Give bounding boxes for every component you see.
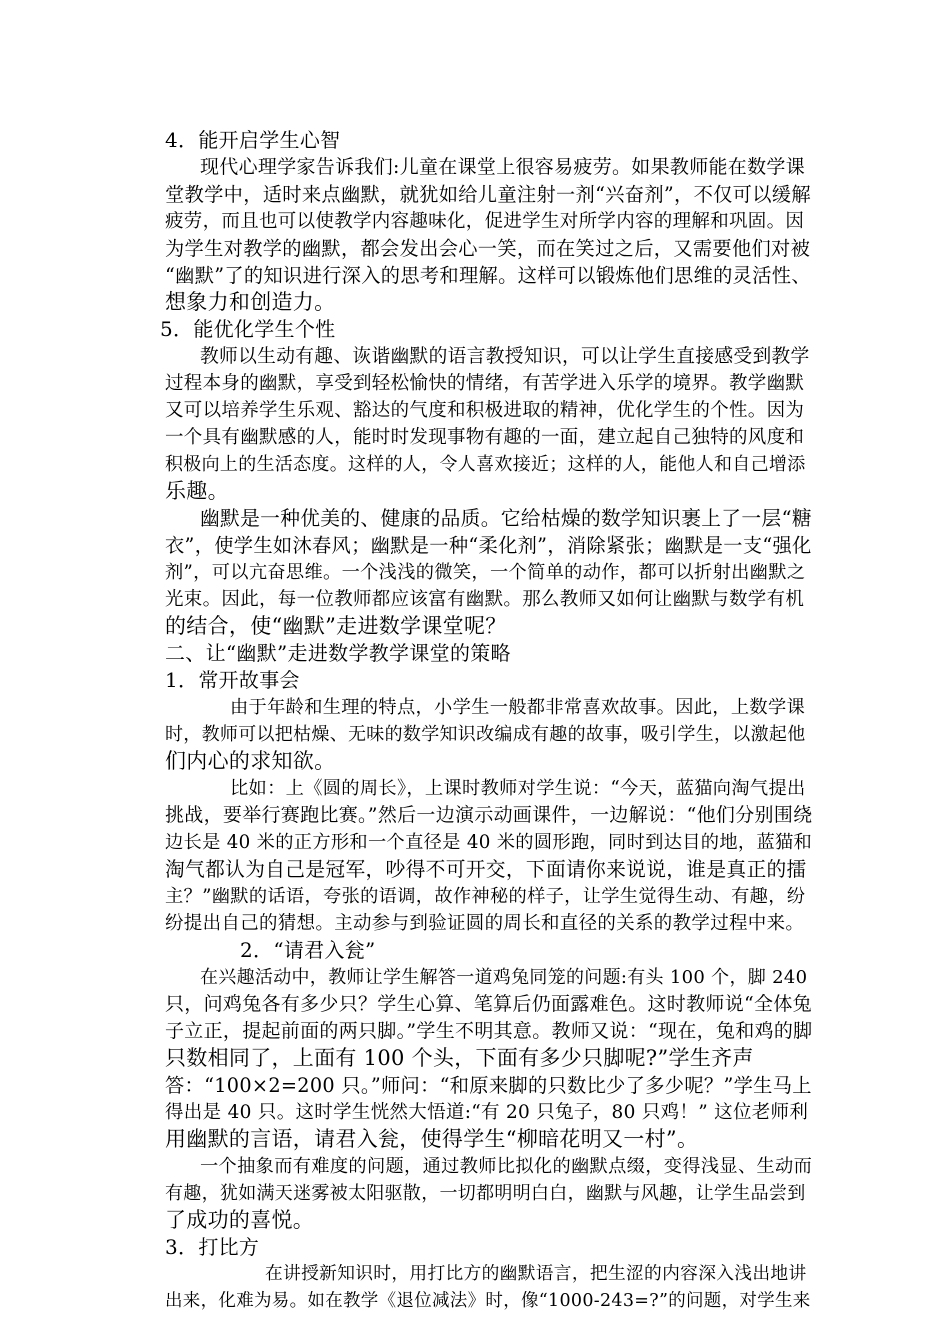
paragraph-line: 比如：上《圆的周长》，上课时教师对学生说：“今天，蓝猫向淘气提出: [230, 778, 806, 799]
paragraph-line: 为学生对教学的幽默，都会发出会心一笑，而在笑过之后，又需要他们对被: [165, 237, 811, 260]
paragraph-line: 剂”，可以亢奋思维。一个浅浅的微笑，一个简单的动作，都可以折射出幽默之: [165, 562, 806, 583]
paragraph-line: 得出是 40 只。这时学生恍然大悟道:“有 20 只兔子，80 只鸡！” 这位老师利: [165, 1102, 809, 1123]
paragraph-line: 一个抽象而有难度的问题，通过教师比拟化的幽默点缀，变得浅显、生动而: [200, 1156, 813, 1177]
paragraph-line: 有趣，犹如满天迷雾被太阳驱散，一切都明明白白，幽默与风趣，让学生品尝到: [165, 1183, 806, 1204]
paragraph-line: 教师以生动有趣、诙谐幽默的语言教授知识，可以让学生直接感受到教学: [200, 346, 810, 367]
heading-4: 4．能开启学生心智: [165, 128, 341, 152]
paragraph-line: 由于年龄和生理的特点，小学生一般都非常喜欢故事。因此，上数学课: [230, 697, 806, 718]
paragraph-line: 在兴趣活动中，教师让学生解答一道鸡兔同笼的问题:有头 100 个，脚 240: [200, 967, 808, 988]
paragraph-line: 只数相同了，上面有 100 个头，下面有多少只脚呢?”学生齐声: [165, 1046, 754, 1070]
paragraph-line: 堂教学中，适时来点幽默，就犹如给儿童注射一剂“兴奋剂”，不仅可以缓解: [165, 183, 811, 206]
paragraph-line: 出来，化难为易。如在教学《退位减法》时，像“1000-243=?”的问题，对学生来: [165, 1291, 811, 1311]
paragraph-line: 子立正，提起前面的两只脚。”学生不明其意。教师又说：“现在，兔和鸡的脚: [165, 1020, 813, 1042]
paragraph-line: 疲劳，而且也可以使教学内容趣味化，促进学生对所学内容的理解和巩固。因: [165, 211, 805, 232]
paragraph-line: 想象力和创造力。: [165, 290, 336, 314]
paragraph-line: “幽默”了的知识进行深入的思考和理解。这样可以锻炼他们思维的灵活性、: [165, 264, 811, 287]
section-heading: 二、让“幽默”走进数学教学课堂的策略: [165, 641, 511, 665]
heading-5: 5．能优化学生个性: [160, 317, 336, 341]
paragraph-line: 纷提出自己的猜想。主动参与到验证圆的周长和直径的关系的教学过程中来。: [165, 913, 805, 934]
heading-1: 1．常开故事会: [165, 668, 300, 692]
paragraph-line: 一个具有幽默感的人，能时时发现事物有趣的一面，建立起自己独特的风度和: [165, 427, 805, 448]
paragraph-line: 们内心的求知欲。: [165, 749, 336, 773]
paragraph-line: 现代心理学家告诉我们:儿童在课堂上很容易疲劳。如果教师能在数学课: [200, 156, 806, 178]
heading-2: 2．“请君入瓮”: [240, 938, 376, 962]
paragraph-line: 幽默是一种优美的、健康的品质。它给枯燥的数学知识裹上了一层“糖: [200, 507, 812, 530]
paragraph-line: 用幽默的言语，请君入瓮，使得学生“柳暗花明又一村”。: [165, 1127, 699, 1151]
paragraph-line: 只，问鸡兔各有多少只？学生心算、笔算后仍面露难色。这时教师说“全体兔: [165, 993, 812, 1015]
paragraph-line: 了成功的喜悦。: [165, 1208, 315, 1232]
paragraph-line: 淘气都认为自己是冠军，吵得不可开交，下面请你来说说，谁是真正的擂: [165, 858, 807, 881]
paragraph-line: 答：“100×2=200 只。”师问：“和原来脚的只数比少了多少呢？”学生马上: [165, 1074, 812, 1097]
paragraph-line: 过程本身的幽默，享受到轻松愉快的情绪，有苦学进入乐学的境界。教学幽默: [165, 373, 805, 394]
paragraph-line: 边长是 40 米的正方形和一个直径是 40 米的圆形跑，同时到达目的地，蓝猫和: [165, 832, 813, 853]
paragraph-line: 乐趣。: [165, 479, 229, 503]
paragraph-line: 在讲授新知识时，用打比方的幽默语言，把生涩的内容深入浅出地讲: [265, 1264, 807, 1284]
paragraph-line: 光束。因此，每一位教师都应该富有幽默。那么教师又如何让幽默与数学有机: [165, 589, 805, 610]
paragraph-line: 衣”，使学生如沐春风；幽默是一种“柔化剂”，消除紧张；幽默是一支“强化: [165, 534, 812, 557]
paragraph-line: 时，教师可以把枯燥、无味的数学知识改编成有趣的故事，吸引学生，以激起他: [165, 724, 806, 745]
paragraph-line: 挑战，要举行赛跑比赛。”然后一边演示动画课件，一边解说：“他们分别围绕: [165, 804, 813, 826]
paragraph-line: 主？”幽默的话语，夸张的语调，故作神秘的样子，让学生觉得生动、有趣，纷: [165, 886, 806, 907]
paragraph-line: 积极向上的生活态度。这样的人，令人喜欢接近；这样的人，能他人和自己增添: [165, 454, 806, 475]
paragraph-line: 的结合，使“幽默”走进数学课堂呢？: [165, 614, 507, 638]
heading-3: 3．打比方: [165, 1235, 260, 1259]
paragraph-line: 又可以培养学生乐观、豁达的气度和积极进取的精神，优化学生的个性。因为: [165, 400, 805, 421]
